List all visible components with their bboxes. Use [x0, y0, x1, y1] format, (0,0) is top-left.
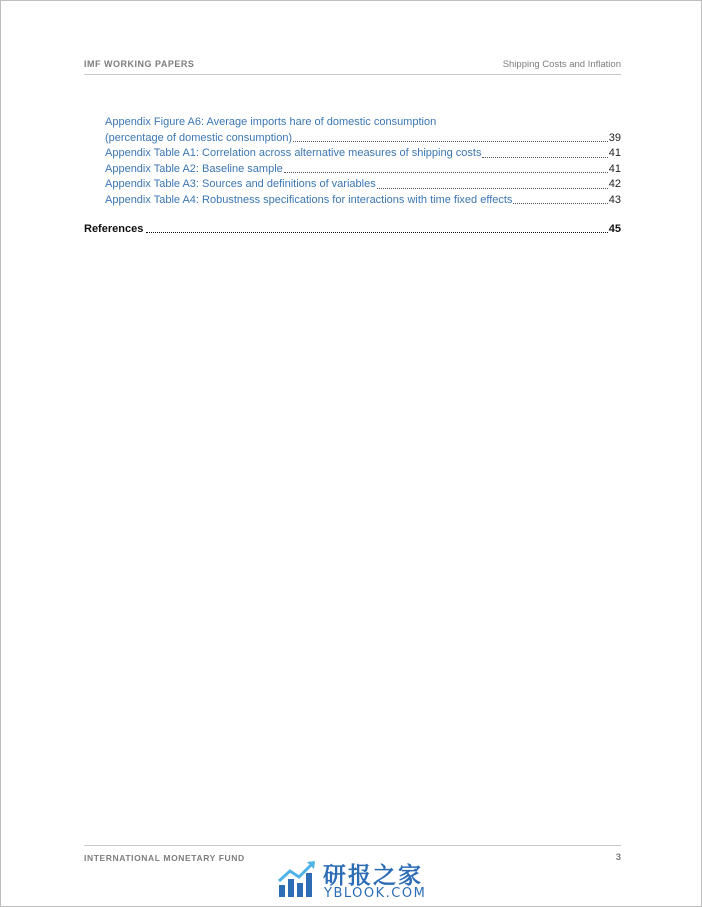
toc-entry-title-continued[interactable]: (percentage of domestic consumption) [105, 131, 293, 144]
table-of-contents [84, 115, 621, 237]
toc-entry-title[interactable]: Appendix Table A2: Baseline sample [105, 162, 283, 175]
toc-dot-leader [513, 203, 607, 204]
toc-entry-title[interactable]: Appendix Table A4: Robustness specifications for interactions with time fixed effects [105, 193, 513, 206]
page-header [84, 58, 621, 75]
page-number: 3 [615, 852, 621, 863]
toc-entry-title[interactable]: Appendix Figure A6: Average imports hare of domestic consumption [105, 116, 437, 128]
toc-entry-appendix-table-a4[interactable] [84, 193, 621, 209]
toc-dot-leader [146, 232, 607, 233]
watermark-chinese-text: 研报之家 [323, 863, 423, 889]
toc-entry-page: 39 [608, 131, 621, 144]
toc-main-page: 45 [608, 223, 621, 235]
toc-dot-leader [482, 157, 607, 158]
toc-entry-page: 42 [608, 178, 621, 190]
toc-entry-page: 41 [608, 162, 621, 175]
toc-dot-leader [284, 172, 608, 173]
toc-entry-appendix-table-a1[interactable] [84, 146, 621, 162]
toc-entry-page: 41 [608, 147, 621, 159]
watermark-english-text: YBLOOK.COM [324, 886, 427, 901]
toc-entry-references[interactable] [84, 222, 621, 237]
bar-chart-logo-icon [277, 859, 317, 899]
toc-main-title[interactable]: References [84, 223, 144, 235]
toc-entry-appendix-table-a3[interactable] [84, 177, 621, 193]
toc-entry-appendix-table-a2[interactable] [84, 162, 621, 178]
toc-entry-title[interactable]: Appendix Table A1: Correlation across alternative measures of shipping costs [105, 147, 482, 159]
toc-dot-leader [293, 141, 608, 142]
toc-entry-appendix-figure-a6[interactable] [84, 115, 621, 146]
footer-organization: INTERNATIONAL MONETARY FUND [84, 853, 245, 863]
watermark [277, 859, 437, 901]
toc-entry-page: 43 [608, 193, 621, 206]
header-paper-title: Shipping Costs and Inflation [502, 59, 621, 70]
toc-dot-leader [377, 188, 608, 189]
header-series-title: IMF WORKING PAPERS [84, 59, 195, 69]
toc-entry-title[interactable]: Appendix Table A3: Sources and definitions of variables [105, 178, 376, 190]
